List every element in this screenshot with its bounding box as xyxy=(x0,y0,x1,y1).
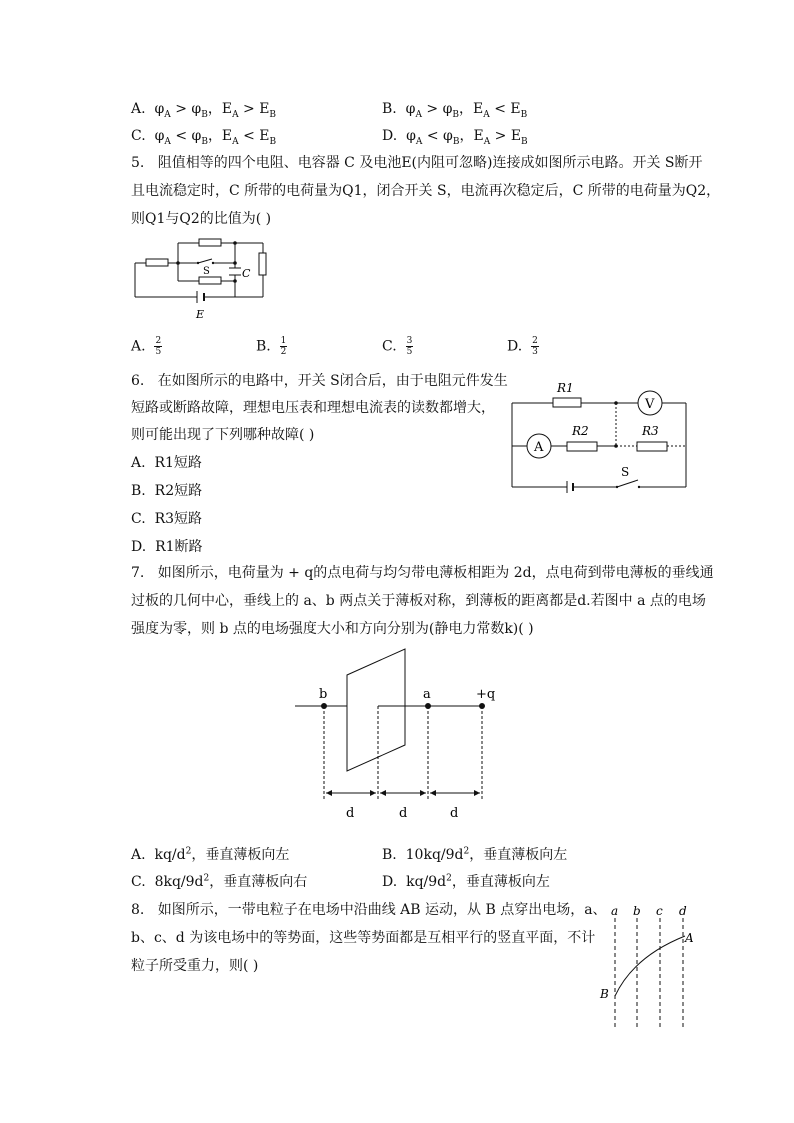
q7-option-b: B. $10kq/9d^2$，垂直薄板向左 xyxy=(382,846,568,863)
q7-dimension-d2: d xyxy=(399,806,408,821)
q8-line-2: b、c、d 为该电场中的等势面，这些等势面都是互相平行的竖直平面，不计 xyxy=(131,930,596,946)
q6-circuit-diagram xyxy=(505,372,695,497)
q5-line-2: 且电流稳定时，C 所带的电荷量为Q1，闭合开关 S，电流再次稳定后，C 所带的电荷量为Q2， xyxy=(131,183,721,199)
q5-option-d: D. $\frac{2}{3}$ xyxy=(507,336,538,357)
q8-label-a: a xyxy=(611,904,619,918)
q8-equipotential-diagram xyxy=(595,900,730,1032)
q7-label-a: a xyxy=(423,687,431,702)
q6-line-1: 6. 在如图所示的电路中，开关 S闭合后，由于电阻元件发生 xyxy=(131,373,508,389)
q5-option-a: A. $\frac{2}{5}$ xyxy=(131,336,162,357)
q8-line-1: 8. 如图所示，一带电粒子在电场中沿曲线 AB 运动，从 B 点穿出电场，a、 xyxy=(131,902,607,918)
q4-option-d: D. $\varphi_A < \varphi_B$，$E_A > E_B$ xyxy=(382,128,528,147)
q7-line-3: 强度为零，则 b 点的电场强度大小和方向分别为(静电力常数k)( ) xyxy=(131,621,534,637)
q6-line-3: 则可能出现了下列哪种故障( ) xyxy=(131,427,315,443)
q6-ammeter-label: A xyxy=(534,440,544,455)
q7-option-a: A. $kq/d^2$，垂直薄板向左 xyxy=(131,846,290,863)
q6-r3-label: R3 xyxy=(642,424,659,438)
q5-capacitor-label: C xyxy=(242,267,251,280)
q5-switch-label: S xyxy=(203,266,210,277)
q6-r1-label: R1 xyxy=(557,381,574,395)
q8-point-b: B xyxy=(600,987,609,1001)
q7-label-charge: +q xyxy=(476,687,496,702)
q5-option-b: B. $\frac{1}{2}$ xyxy=(256,336,287,357)
q6-switch-label: S xyxy=(621,465,630,479)
q5-option-c: C. $\frac{3}{5}$ xyxy=(382,336,413,357)
q5-line-3: 则Q1与Q2的比值为( ) xyxy=(131,211,272,227)
q5-battery-label: E xyxy=(196,308,205,321)
q7-plate-diagram xyxy=(290,645,505,825)
q6-voltmeter-label: V xyxy=(645,397,655,412)
q8-label-d: d xyxy=(679,904,687,918)
q6-option-d: D. R1断路 xyxy=(131,539,203,555)
q7-dimension-d1: d xyxy=(346,806,355,821)
q7-line-1: 7. 如图所示，电荷量为 + q的点电荷与均匀带电薄板相距为 2d，点电荷到带电薄板的垂线通 xyxy=(131,565,714,581)
q7-label-b: b xyxy=(319,687,328,702)
q4-option-b: B. $\varphi_A > \varphi_B$，$E_A < E_B$ xyxy=(382,101,528,120)
q6-option-c: C. R3短路 xyxy=(131,511,203,527)
q7-line-2: 过板的几何中心，垂线上的 a、b 两点关于薄板对称，到薄板的距离都是d.若图中 a 点的电场 xyxy=(131,593,706,609)
q8-line-3: 粒子所受重力，则( ) xyxy=(131,958,259,974)
q8-label-c: c xyxy=(656,904,663,918)
q5-line-1: 5. 阻值相等的四个电阻、电容器 C 及电池E(内阻可忽略)连接成如图所示电路。开关 S断开 xyxy=(131,155,703,171)
q8-label-b: b xyxy=(633,904,641,918)
q6-r2-label: R2 xyxy=(572,424,589,438)
q6-option-a: A. R1短路 xyxy=(131,455,202,471)
q6-option-b: B. R2短路 xyxy=(131,483,203,499)
q7-option-c: C. $8kq/9d^2$，垂直薄板向右 xyxy=(131,873,308,890)
q6-line-2: 短路或断路故障，理想电压表和理想电流表的读数都增大， xyxy=(131,400,495,416)
q4-option-a: A. $\varphi_A > \varphi_B$，$E_A > E_B$ xyxy=(131,101,277,120)
q4-option-c: C. $\varphi_A < \varphi_B$，$E_A < E_B$ xyxy=(131,128,277,147)
q8-point-a: A xyxy=(685,931,694,945)
q7-dimension-d3: d xyxy=(450,806,459,821)
q5-circuit-diagram xyxy=(130,232,275,324)
q7-option-d: D. $kq/9d^2$，垂直薄板向左 xyxy=(382,873,550,890)
